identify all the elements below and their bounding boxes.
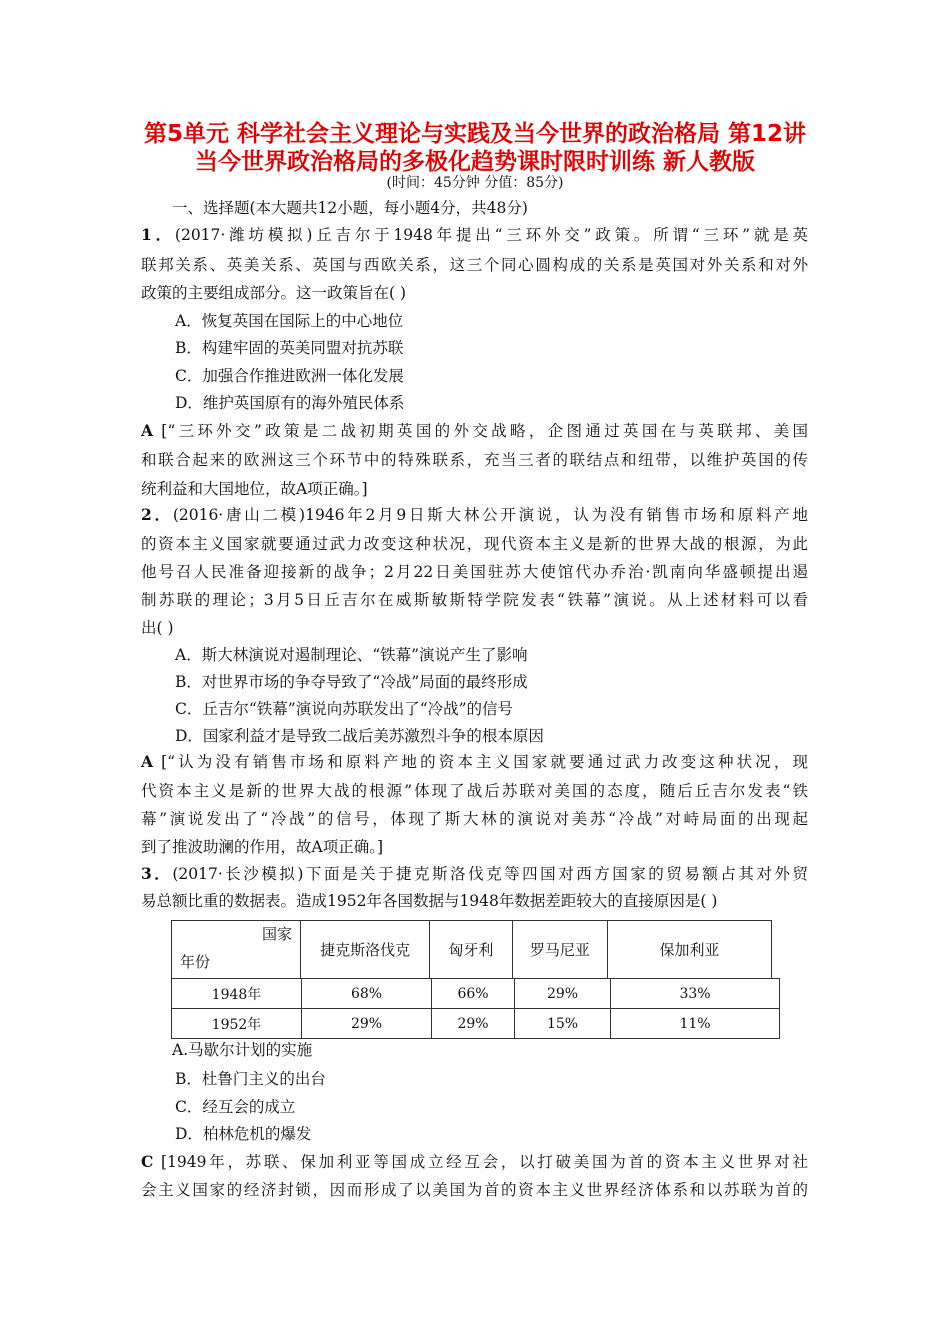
question-3-option-d: D．柏林危机的爆发 <box>175 1125 312 1143</box>
table-row <box>172 1009 780 1039</box>
question-1-option-b: B．构建牢固的英美同盟对抗苏联 <box>175 339 404 357</box>
trade-table-header <box>171 920 772 979</box>
question-2-line-2: 的资本主义国家就要通过武力改变这种状况，现代资本主义是新的世界大战的根源，为此 <box>141 535 808 553</box>
document-title-line-2: 当今世界政治格局的多极化趋势课时限时训练 新人教版 <box>194 149 755 175</box>
table-cell: 29% <box>302 1009 432 1039</box>
question-2-line-3: 他号召人民准备迎接新的战争；2月22日美国驻苏大使馆代办乔治·凯南向华盛顿提出遏 <box>141 563 808 581</box>
question-3-answer-line-2: 会主义国家的经济封锁，因而形成了以美国为首的资本主义世界经济体系和以苏联为首的 <box>141 1181 808 1199</box>
question-2-line-5: 出( ) <box>141 619 174 637</box>
question-2-answer-letter: A <box>141 752 154 771</box>
table-corner-header <box>172 921 301 979</box>
question-3-option-b: B．杜鲁门主义的出台 <box>175 1070 326 1088</box>
question-2-option-c: C．丘吉尔“铁幕”演说向苏联发出了“冷战”的信号 <box>175 700 514 718</box>
table-column-header: 保加利亚 <box>608 921 772 979</box>
question-2-answer-line-4: 到了推波助澜的作用，故A项正确。] <box>141 838 383 856</box>
header-country-label: 国家 <box>262 925 293 943</box>
trade-table-body <box>171 978 780 1039</box>
question-1-option-d: D．维护英国原有的海外殖民体系 <box>175 394 405 412</box>
header-year-label: 年份 <box>180 953 211 971</box>
table-row <box>172 979 780 1009</box>
table-cell: 29% <box>515 979 611 1009</box>
question-3-option-a: A.马歇尔计划的实施 <box>172 1041 313 1059</box>
table-cell: 33% <box>611 979 780 1009</box>
question-1-line-2: 联邦关系、英美关系、英国与西欧关系，这三个同心圆构成的关系是英国对外关系和对外 <box>141 256 808 274</box>
table-cell: 66% <box>432 979 515 1009</box>
question-3-line-2: 易总额比重的数据表。造成1952年各国数据与1948年数据差距较大的直接原因是( ) <box>141 892 718 910</box>
question-3-number: 3． <box>141 864 173 883</box>
table-cell: 15% <box>515 1009 611 1039</box>
question-2-line-1: 2．(2016·唐山二模)1946年2月9日斯大林公开演说，认为没有销售市场和原料产地 <box>141 505 808 524</box>
question-1-line-3: 政策的主要组成部分。这一政策旨在( ) <box>141 284 407 302</box>
question-2-line-4: 制苏联的理论；3月5日丘吉尔在威斯敏斯特学院发表“铁幕”演说。从上述材料可以看 <box>141 591 808 609</box>
question-1-answer-line-3: 统利益和大国地位，故A项正确。] <box>141 480 368 498</box>
question-3-answer-line-1: C [1949年，苏联、保加利亚等国成立经互会，以打破美国为首的资本主义世界对社 <box>141 1152 808 1171</box>
table-cell: 29% <box>432 1009 515 1039</box>
question-1-answer-line-2: 和联合起来的欧洲这三个环节中的特殊联系，充当三者的联结点和纽带，以维护英国的传 <box>141 451 808 469</box>
time-score-info: (时间：45分钟 分值：85分) <box>386 175 564 191</box>
table-cell: 11% <box>611 1009 780 1039</box>
table-column-header: 罗马尼亚 <box>512 921 607 979</box>
question-2-answer-line-1: A [“认为没有销售市场和原料产地的资本主义国家就要通过武力改变这种状况，现 <box>141 752 808 771</box>
question-2-answer-line-2: 代资本主义是新的世界大战的根源”体现了战后苏联对美国的态度，随后丘吉尔发表“铁 <box>141 782 808 800</box>
question-2-option-b: B．对世界市场的争夺导致了“冷战”局面的最终形成 <box>175 673 528 691</box>
question-3-option-c: C．经互会的成立 <box>175 1098 296 1116</box>
document-title-line-1: 第5单元 科学社会主义理论与实践及当今世界的政治格局 第12讲 <box>143 121 807 147</box>
question-2-answer-line-3: 幕”演说发出了“冷战”的信号，体现了斯大林的演说对美苏“冷战”对峙局面的出现起 <box>141 810 808 828</box>
table-cell: 68% <box>302 979 432 1009</box>
table-cell-year: 1948年 <box>172 979 302 1009</box>
question-2-number: 2． <box>141 505 173 524</box>
question-1-option-a: A．恢复英国在国际上的中心地位 <box>175 312 404 330</box>
question-1-answer-line-1: A [“三环外交”政策是二战初期英国的外交战略，企图通过英国在与英联邦、美国 <box>141 421 808 440</box>
table-column-header: 捷克斯洛伐克 <box>301 921 430 979</box>
table-column-header: 匈牙利 <box>430 921 513 979</box>
question-1-answer-letter: A <box>141 421 154 440</box>
question-2-option-a: A．斯大林演说对遏制理论、“铁幕”演说产生了影响 <box>175 646 528 664</box>
question-3-answer-letter: C <box>141 1152 154 1171</box>
question-2-option-d: D．国家利益才是导致二战后美苏激烈斗争的根本原因 <box>175 727 544 745</box>
question-3-line-1: 3．(2017·长沙模拟)下面是关于捷克斯洛伐克等四国对西方国家的贸易额占其对外贸 <box>141 864 808 883</box>
question-1-line-1: 1．(2017·潍坊模拟)丘吉尔于1948年提出“三环外交”政策。所谓“三环”就是英 <box>141 225 808 244</box>
question-1-number: 1． <box>141 225 175 244</box>
table-cell-year: 1952年 <box>172 1009 302 1039</box>
section-heading: 一、选择题(本大题共12小题，每小题4分，共48分) <box>172 199 528 217</box>
question-1-option-c: C．加强合作推进欧洲一体化发展 <box>175 367 404 385</box>
